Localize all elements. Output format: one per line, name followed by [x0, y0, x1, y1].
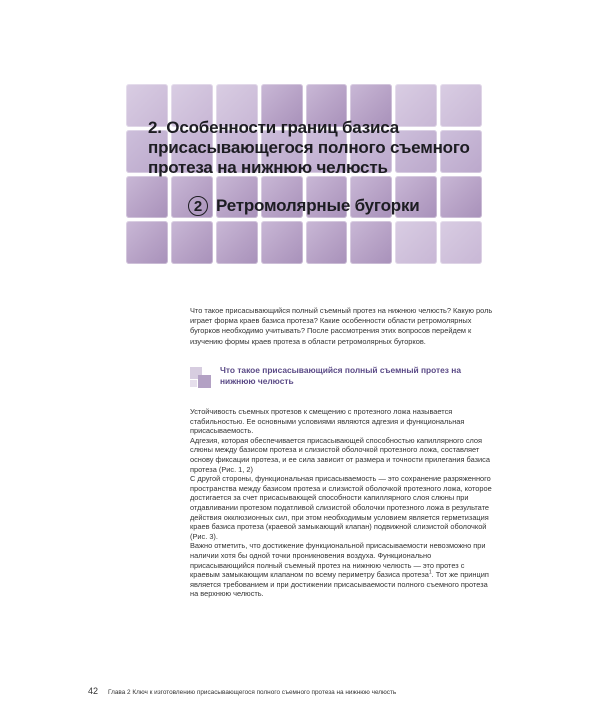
header-tile [216, 221, 258, 264]
body-paragraph: С другой стороны, функциональная присасываемость — это сохранение разряженного пространства между базисом протеза и слизистой оболочкой протезного ложа, которое достигается за счет присасывающей способности капиллярного слоя слюны при отдавливании протезом податливой слизистой оболочки протезного ложа в результате действия окклюзионных сил, при этом необходимым условием является герметизация краев базиса протеза (краевой замыкающий клапан) подвижной слизистой оболочкой (Рис. 3). [190, 474, 492, 541]
section-heading-text: Что такое присасывающийся полный съемный протез на нижнюю челюсть [220, 365, 461, 386]
header-tile [440, 221, 482, 264]
intro-paragraph-block [190, 306, 495, 347]
header-tile [126, 221, 168, 264]
body-paragraph-text: . Тот же принцип является требованием и при достижении присасываемости полного съемного протеза на верхнюю челюсть. [190, 570, 489, 599]
body-paragraph: Адгезия, которая обеспечивается присасывающей способностью капиллярного слоя слюны между базисом протеза и слизистой оболочкой протезного ложа, составляет основу фиксации протеза, и ее сила зависит от размера и точности прилегания базиса протеза (Рис. 1, 2) [190, 435, 490, 474]
running-head: Глава 2 Ключ к изготовлению присасывающегося полного съемного протеза на нижнюю челюсть [108, 689, 397, 696]
header-tile [306, 221, 348, 264]
page-footer [88, 686, 528, 696]
subsection-title: Ретромолярные бугорки [216, 196, 420, 215]
header-tile [171, 221, 213, 264]
header-tile [395, 221, 437, 264]
header-tile [126, 176, 168, 219]
body-paragraph [190, 541, 495, 599]
intro-text: Что такое присасывающийся полный съемный протез на нижнюю челюсть? Какую роль играет форма краев базиса протеза? Какие особенности области ретромолярных бугорков необходимо учитывать? После рассмотрения этих вопросов перейдем к изучению формы краев протеза в области ретромолярных бугорков. [190, 306, 493, 346]
body-text-block [190, 407, 495, 599]
subsection-number-badge: 2 [188, 196, 208, 216]
chapter-header-block [126, 84, 482, 264]
header-tile [261, 221, 303, 264]
body-paragraph: Устойчивость съемных протезов к смещению с протезного ложа называется стабильностью. Ее основными условиями являются адгезия и функциональная присасываемость. [190, 407, 465, 436]
body-paragraph-text: Важно отметить, что достижение функциональной присасываемости невозможно при наличии хотя бы одной точки проникновения воздуха. Функционально присасывающийся полный съемный протез на нижнюю челюсть — это протез с краевым замыкающим клапаном по всему периметру базиса протеза [190, 541, 486, 580]
header-tile [440, 176, 482, 219]
footnote-reference[interactable]: 1 [428, 569, 432, 576]
chapter-title: 2. Особенности границ базиса присасывающегося полного съемного протеза на нижнюю челюсть [148, 118, 470, 177]
header-tile [350, 221, 392, 264]
subsection-heading [188, 196, 420, 216]
page-number: 42 [88, 686, 99, 696]
section-heading [190, 365, 490, 388]
stacked-squares-icon [190, 367, 211, 388]
